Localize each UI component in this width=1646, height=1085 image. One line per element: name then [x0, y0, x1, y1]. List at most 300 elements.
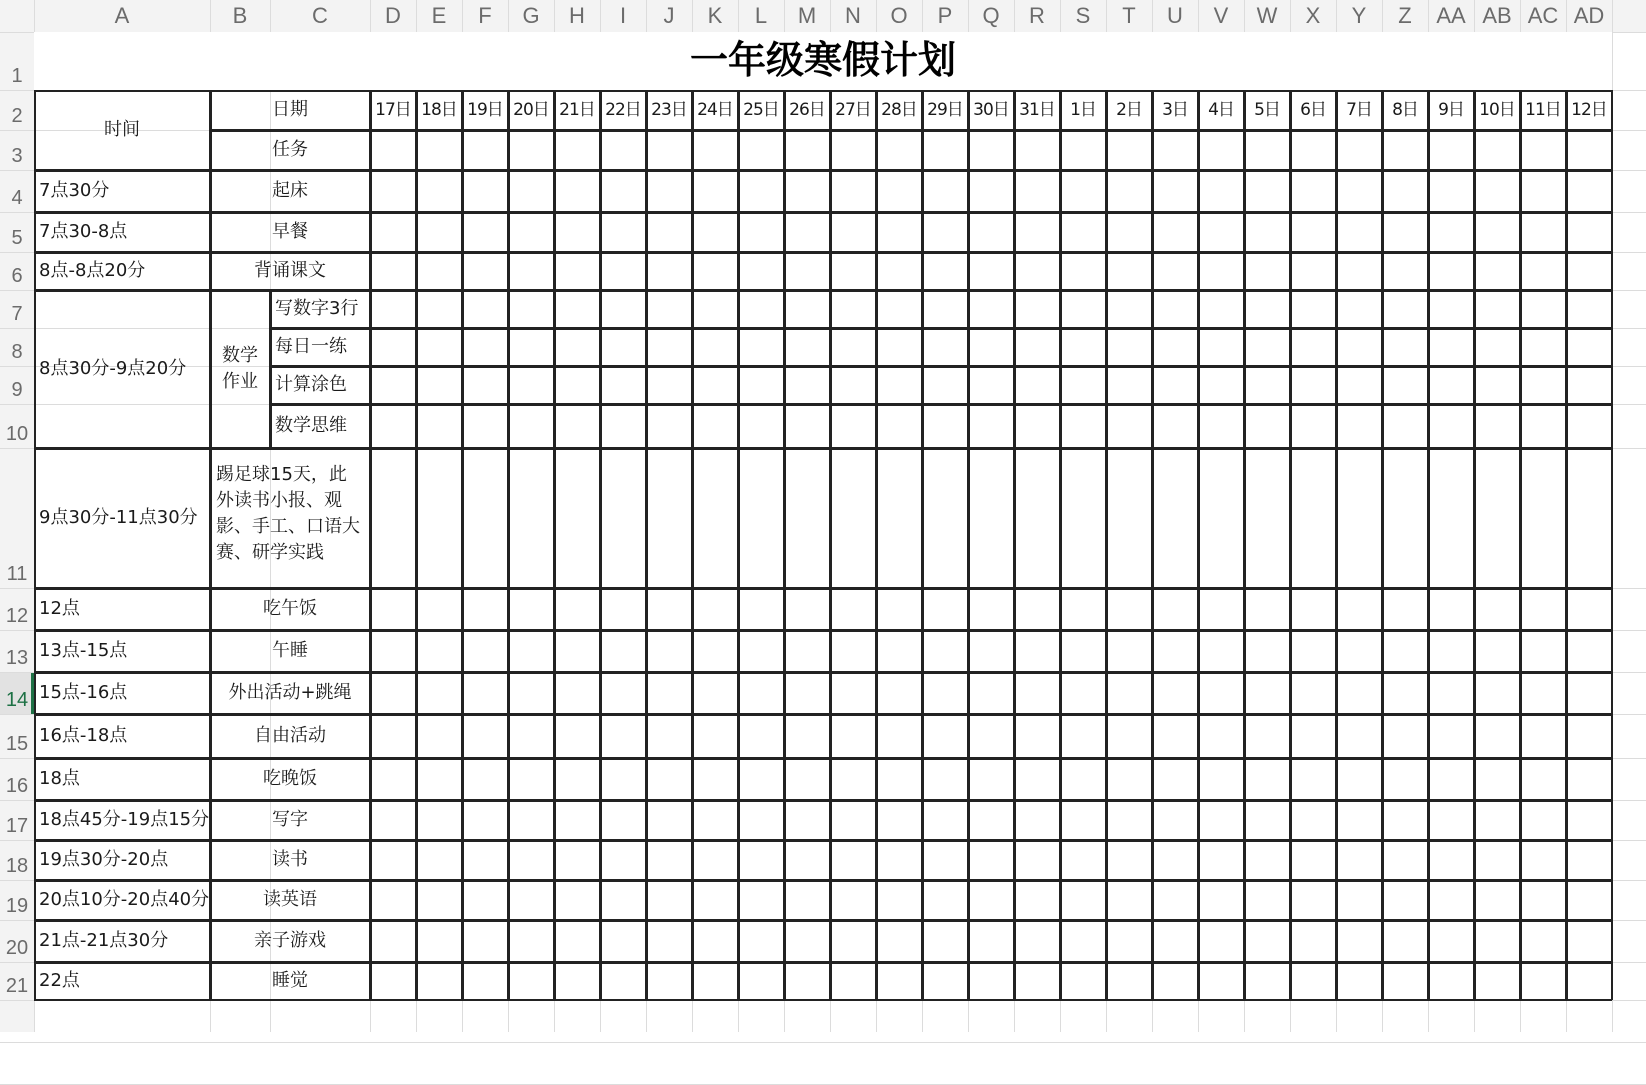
grid-cell[interactable]	[1290, 252, 1336, 290]
grid-cell[interactable]	[416, 920, 462, 962]
grid-cell[interactable]	[1014, 880, 1060, 920]
grid-cell[interactable]	[1566, 800, 1612, 840]
grid-cell[interactable]	[830, 212, 876, 252]
grid-cell[interactable]	[738, 758, 784, 800]
grid-cell[interactable]	[922, 840, 968, 880]
date-cell[interactable]: 5日	[1254, 99, 1280, 120]
grid-cell[interactable]	[1198, 962, 1244, 1000]
grid-cell[interactable]	[1474, 840, 1520, 880]
grid-cell[interactable]	[554, 130, 600, 170]
grid-cell[interactable]	[784, 962, 830, 1000]
grid-cell[interactable]	[462, 404, 508, 448]
schedule-task-cell[interactable]: 早餐	[272, 221, 308, 243]
grid-cell[interactable]	[1244, 962, 1290, 1000]
grid-cell[interactable]	[1566, 630, 1612, 672]
grid-cell[interactable]	[1520, 404, 1566, 448]
grid-cell[interactable]	[830, 962, 876, 1000]
grid-cell[interactable]	[876, 448, 922, 588]
row-header-1[interactable]: 1	[11, 65, 23, 87]
grid-cell[interactable]	[1290, 290, 1336, 328]
grid-cell[interactable]	[1198, 212, 1244, 252]
grid-cell[interactable]	[830, 588, 876, 630]
grid-cell[interactable]	[646, 404, 692, 448]
column-header-i[interactable]: I	[619, 3, 627, 28]
schedule-time-cell[interactable]: 13点-15点	[39, 640, 128, 662]
grid-cell[interactable]	[876, 758, 922, 800]
grid-cell[interactable]	[1198, 880, 1244, 920]
column-header-o[interactable]: O	[890, 3, 908, 28]
grid-cell[interactable]	[600, 630, 646, 672]
grid-cell[interactable]	[692, 252, 738, 290]
grid-cell[interactable]	[922, 404, 968, 448]
grid-cell[interactable]	[1428, 714, 1474, 758]
grid-cell[interactable]	[830, 880, 876, 920]
grid-cell[interactable]	[1198, 630, 1244, 672]
grid-cell[interactable]	[508, 448, 554, 588]
schedule-task-cell[interactable]: 外出活动+跳绳	[228, 682, 352, 704]
grid-cell[interactable]	[554, 170, 600, 212]
grid-cell[interactable]	[738, 800, 784, 840]
grid-cell[interactable]	[416, 366, 462, 404]
grid-cell[interactable]	[554, 962, 600, 1000]
row-header-11[interactable]: 11	[6, 563, 28, 585]
grid-cell[interactable]	[462, 290, 508, 328]
grid-cell[interactable]	[830, 448, 876, 588]
grid-cell[interactable]	[922, 672, 968, 714]
column-header-b[interactable]: B	[232, 3, 248, 28]
grid-cell[interactable]	[784, 714, 830, 758]
grid-cell[interactable]	[1336, 840, 1382, 880]
grid-cell[interactable]	[830, 328, 876, 366]
grid-cell[interactable]	[462, 170, 508, 212]
grid-cell[interactable]	[1244, 840, 1290, 880]
grid-cell[interactable]	[462, 672, 508, 714]
grid-cell[interactable]	[1290, 714, 1336, 758]
grid-cell[interactable]	[1198, 588, 1244, 630]
grid-cell[interactable]	[1106, 170, 1152, 212]
grid-cell[interactable]	[1474, 880, 1520, 920]
grid-cell[interactable]	[1474, 212, 1520, 252]
grid-cell[interactable]	[968, 758, 1014, 800]
task-header-cell[interactable]: 任务	[272, 139, 308, 161]
column-header-z[interactable]: Z	[1398, 3, 1412, 28]
grid-cell[interactable]	[830, 404, 876, 448]
grid-cell[interactable]	[1198, 800, 1244, 840]
grid-cell[interactable]	[1014, 290, 1060, 328]
grid-cell[interactable]	[876, 714, 922, 758]
grid-cell[interactable]	[784, 588, 830, 630]
grid-cell[interactable]	[784, 328, 830, 366]
grid-cell[interactable]	[600, 800, 646, 840]
row-header-4[interactable]: 4	[11, 187, 23, 209]
schedule-task-cell[interactable]: 亲子游戏	[254, 930, 326, 952]
grid-cell[interactable]	[1520, 448, 1566, 588]
grid-cell[interactable]	[1152, 130, 1198, 170]
grid-cell[interactable]	[1336, 880, 1382, 920]
grid-cell[interactable]	[1336, 404, 1382, 448]
grid-cell[interactable]	[1428, 962, 1474, 1000]
grid-cell[interactable]	[600, 714, 646, 758]
column-header-a[interactable]: A	[114, 3, 130, 28]
date-cell[interactable]: 20日	[513, 99, 549, 120]
grid-cell[interactable]	[1106, 404, 1152, 448]
grid-cell[interactable]	[1290, 448, 1336, 588]
column-header-g[interactable]: G	[522, 3, 540, 28]
column-header-p[interactable]: P	[937, 3, 953, 28]
grid-cell[interactable]	[692, 212, 738, 252]
grid-cell[interactable]	[922, 920, 968, 962]
grid-cell[interactable]	[462, 130, 508, 170]
grid-cell[interactable]	[600, 588, 646, 630]
grid-cell[interactable]	[370, 672, 416, 714]
grid-cell[interactable]	[554, 252, 600, 290]
grid-cell[interactable]	[1244, 800, 1290, 840]
grid-cell[interactable]	[968, 328, 1014, 366]
grid-cell[interactable]	[1382, 920, 1428, 962]
grid-cell[interactable]	[692, 800, 738, 840]
grid-cell[interactable]	[692, 328, 738, 366]
column-header-h[interactable]: H	[569, 3, 585, 28]
grid-cell[interactable]	[1474, 714, 1520, 758]
grid-cell[interactable]	[1290, 366, 1336, 404]
schedule-task-cell[interactable]: 吃晚饭	[263, 768, 317, 790]
grid-cell[interactable]	[1336, 366, 1382, 404]
grid-cell[interactable]	[1336, 130, 1382, 170]
grid-cell[interactable]	[416, 714, 462, 758]
grid-cell[interactable]	[1014, 588, 1060, 630]
grid-cell[interactable]	[646, 920, 692, 962]
grid-cell[interactable]	[1428, 800, 1474, 840]
grid-cell[interactable]	[830, 920, 876, 962]
grid-cell[interactable]	[922, 130, 968, 170]
grid-cell[interactable]	[1198, 840, 1244, 880]
grid-cell[interactable]	[1566, 366, 1612, 404]
grid-cell[interactable]	[1014, 714, 1060, 758]
grid-cell[interactable]	[876, 588, 922, 630]
grid-cell[interactable]	[554, 328, 600, 366]
grid-cell[interactable]	[922, 962, 968, 1000]
row-header-6[interactable]: 6	[11, 265, 23, 287]
grid-cell[interactable]	[1382, 588, 1428, 630]
grid-cell[interactable]	[554, 588, 600, 630]
grid-cell[interactable]	[692, 588, 738, 630]
grid-cell[interactable]	[1290, 328, 1336, 366]
schedule-task-cell[interactable]: 午睡	[272, 640, 308, 662]
grid-cell[interactable]	[1060, 448, 1106, 588]
grid-cell[interactable]	[1198, 714, 1244, 758]
grid-cell[interactable]	[876, 672, 922, 714]
grid-cell[interactable]	[968, 290, 1014, 328]
grid-cell[interactable]	[738, 212, 784, 252]
schedule-time-cell[interactable]: 16点-18点	[39, 725, 128, 747]
grid-cell[interactable]	[554, 920, 600, 962]
grid-cell[interactable]	[1428, 880, 1474, 920]
grid-cell[interactable]	[370, 630, 416, 672]
grid-cell[interactable]	[1106, 962, 1152, 1000]
grid-cell[interactable]	[1566, 448, 1612, 588]
grid-cell[interactable]	[876, 328, 922, 366]
grid-cell[interactable]	[1428, 588, 1474, 630]
grid-cell[interactable]	[876, 840, 922, 880]
grid-cell[interactable]	[1336, 290, 1382, 328]
grid-cell[interactable]	[1014, 252, 1060, 290]
column-header-t[interactable]: T	[1122, 3, 1136, 28]
column-header-d[interactable]: D	[385, 3, 401, 28]
grid-cell[interactable]	[416, 252, 462, 290]
grid-cell[interactable]	[1152, 588, 1198, 630]
grid-cell[interactable]	[1014, 448, 1060, 588]
row-header-18[interactable]: 18	[5, 855, 29, 877]
grid-cell[interactable]	[646, 328, 692, 366]
grid-cell[interactable]	[738, 962, 784, 1000]
grid-cell[interactable]	[508, 130, 554, 170]
grid-cell[interactable]	[508, 962, 554, 1000]
row-header-8[interactable]: 8	[11, 341, 23, 363]
grid-cell[interactable]	[738, 366, 784, 404]
grid-cell[interactable]	[1244, 714, 1290, 758]
row-header-17[interactable]: 17	[5, 815, 29, 837]
grid-cell[interactable]	[1566, 328, 1612, 366]
grid-cell[interactable]	[508, 588, 554, 630]
grid-cell[interactable]	[508, 840, 554, 880]
grid-cell[interactable]	[554, 366, 600, 404]
grid-cell[interactable]	[692, 880, 738, 920]
schedule-time-cell[interactable]: 18点	[39, 768, 80, 790]
grid-cell[interactable]	[462, 840, 508, 880]
grid-cell[interactable]	[554, 448, 600, 588]
date-cell[interactable]: 28日	[881, 99, 917, 120]
grid-cell[interactable]	[508, 170, 554, 212]
grid-cell[interactable]	[1290, 962, 1336, 1000]
grid-cell[interactable]	[1336, 170, 1382, 212]
column-header-ad[interactable]: AD	[1573, 3, 1605, 28]
date-cell[interactable]: 6日	[1300, 99, 1326, 120]
grid-cell[interactable]	[1336, 252, 1382, 290]
date-header-cell[interactable]: 日期	[272, 99, 308, 121]
grid-cell[interactable]	[1014, 366, 1060, 404]
grid-cell[interactable]	[784, 448, 830, 588]
grid-cell[interactable]	[1382, 880, 1428, 920]
grid-cell[interactable]	[1520, 880, 1566, 920]
date-cell[interactable]: 11日	[1525, 99, 1561, 120]
grid-cell[interactable]	[646, 962, 692, 1000]
grid-cell[interactable]	[600, 130, 646, 170]
grid-cell[interactable]	[1014, 962, 1060, 1000]
grid-cell[interactable]	[370, 758, 416, 800]
grid-cell[interactable]	[784, 672, 830, 714]
grid-cell[interactable]	[1566, 962, 1612, 1000]
grid-cell[interactable]	[1290, 920, 1336, 962]
grid-cell[interactable]	[1244, 920, 1290, 962]
schedule-time-cell[interactable]: 12点	[39, 598, 80, 620]
grid-cell[interactable]	[1336, 920, 1382, 962]
subtask-cell[interactable]: 数学思维	[275, 415, 347, 437]
grid-cell[interactable]	[830, 366, 876, 404]
grid-cell[interactable]	[968, 920, 1014, 962]
grid-cell[interactable]	[784, 404, 830, 448]
grid-cell[interactable]	[1106, 252, 1152, 290]
grid-cell[interactable]	[968, 212, 1014, 252]
grid-cell[interactable]	[1566, 404, 1612, 448]
grid-cell[interactable]	[508, 212, 554, 252]
grid-cell[interactable]	[1520, 130, 1566, 170]
grid-cell[interactable]	[600, 962, 646, 1000]
grid-cell[interactable]	[370, 920, 416, 962]
grid-cell[interactable]	[1014, 212, 1060, 252]
grid-cell[interactable]	[968, 840, 1014, 880]
grid-cell[interactable]	[1520, 366, 1566, 404]
grid-cell[interactable]	[830, 630, 876, 672]
grid-cell[interactable]	[1244, 588, 1290, 630]
grid-cell[interactable]	[784, 212, 830, 252]
grid-cell[interactable]	[1060, 880, 1106, 920]
grid-cell[interactable]	[554, 630, 600, 672]
grid-cell[interactable]	[1520, 962, 1566, 1000]
schedule-time-cell[interactable]: 7点30-8点	[39, 221, 128, 243]
grid-cell[interactable]	[1198, 170, 1244, 212]
grid-cell[interactable]	[416, 290, 462, 328]
grid-cell[interactable]	[508, 800, 554, 840]
grid-cell[interactable]	[1428, 130, 1474, 170]
grid-cell[interactable]	[462, 630, 508, 672]
grid-cell[interactable]	[922, 170, 968, 212]
grid-cell[interactable]	[1014, 672, 1060, 714]
grid-cell[interactable]	[922, 212, 968, 252]
grid-cell[interactable]	[508, 920, 554, 962]
grid-cell[interactable]	[1152, 800, 1198, 840]
date-cell[interactable]: 23日	[651, 99, 687, 120]
grid-cell[interactable]	[600, 366, 646, 404]
grid-cell[interactable]	[1014, 758, 1060, 800]
grid-cell[interactable]	[1290, 840, 1336, 880]
grid-cell[interactable]	[1014, 840, 1060, 880]
column-header-r[interactable]: R	[1029, 3, 1045, 28]
grid-cell[interactable]	[1566, 170, 1612, 212]
grid-cell[interactable]	[738, 130, 784, 170]
grid-cell[interactable]	[508, 328, 554, 366]
grid-cell[interactable]	[1474, 328, 1520, 366]
row-header-14[interactable]: 14	[0, 672, 34, 714]
grid-cell[interactable]	[646, 130, 692, 170]
grid-cell[interactable]	[1474, 758, 1520, 800]
grid-cell[interactable]	[1382, 672, 1428, 714]
grid-cell[interactable]	[830, 672, 876, 714]
date-cell[interactable]: 8日	[1392, 99, 1418, 120]
grid-cell[interactable]	[1474, 290, 1520, 328]
grid-cell[interactable]	[416, 840, 462, 880]
grid-cell[interactable]	[1244, 328, 1290, 366]
grid-cell[interactable]	[1520, 290, 1566, 328]
date-cell[interactable]: 25日	[743, 99, 779, 120]
column-header-q[interactable]: Q	[982, 3, 1000, 28]
grid-cell[interactable]	[1428, 290, 1474, 328]
grid-cell[interactable]	[1060, 212, 1106, 252]
grid-cell[interactable]	[600, 840, 646, 880]
grid-cell[interactable]	[1244, 630, 1290, 672]
column-header-m[interactable]: M	[797, 3, 817, 28]
schedule-task-cell[interactable]: 读书	[272, 849, 308, 871]
grid-cell[interactable]	[922, 328, 968, 366]
schedule-time-cell[interactable]: 8点30分-9点20分	[39, 358, 187, 380]
grid-cell[interactable]	[1106, 328, 1152, 366]
grid-cell[interactable]	[922, 758, 968, 800]
subtask-cell[interactable]: 每日一练	[275, 336, 347, 358]
grid-cell[interactable]	[1198, 758, 1244, 800]
grid-cell[interactable]	[1060, 840, 1106, 880]
grid-cell[interactable]	[738, 448, 784, 588]
schedule-time-cell[interactable]: 20点10分-20点40分	[39, 889, 210, 911]
grid-cell[interactable]	[1060, 758, 1106, 800]
column-header-s[interactable]: S	[1075, 3, 1091, 28]
grid-cell[interactable]	[1336, 328, 1382, 366]
grid-cell[interactable]	[1428, 630, 1474, 672]
grid-cell[interactable]	[784, 880, 830, 920]
grid-cell[interactable]	[1382, 252, 1428, 290]
grid-cell[interactable]	[1520, 714, 1566, 758]
grid-cell[interactable]	[508, 880, 554, 920]
grid-cell[interactable]	[1198, 290, 1244, 328]
grid-cell[interactable]	[1060, 630, 1106, 672]
grid-cell[interactable]	[1014, 170, 1060, 212]
grid-cell[interactable]	[508, 366, 554, 404]
grid-cell[interactable]	[1152, 366, 1198, 404]
grid-cell[interactable]	[1060, 170, 1106, 212]
grid-cell[interactable]	[1474, 170, 1520, 212]
grid-cell[interactable]	[462, 366, 508, 404]
schedule-time-cell[interactable]: 21点-21点30分	[39, 930, 169, 952]
grid-cell[interactable]	[1290, 130, 1336, 170]
grid-cell[interactable]	[1382, 170, 1428, 212]
grid-cell[interactable]	[462, 714, 508, 758]
grid-cell[interactable]	[1244, 880, 1290, 920]
grid-cell[interactable]	[646, 800, 692, 840]
grid-cell[interactable]	[968, 252, 1014, 290]
grid-cell[interactable]	[600, 252, 646, 290]
grid-cell[interactable]	[692, 366, 738, 404]
grid-cell[interactable]	[600, 448, 646, 588]
grid-cell[interactable]	[600, 170, 646, 212]
grid-cell[interactable]	[370, 366, 416, 404]
grid-cell[interactable]	[554, 672, 600, 714]
grid-cell[interactable]	[830, 714, 876, 758]
grid-cell[interactable]	[1244, 212, 1290, 252]
grid-cell[interactable]	[1244, 758, 1290, 800]
schedule-task-cell[interactable]: 自由活动	[254, 725, 326, 747]
grid-cell[interactable]	[784, 252, 830, 290]
grid-cell[interactable]	[370, 404, 416, 448]
date-cell[interactable]: 12日	[1571, 99, 1607, 120]
grid-cell[interactable]	[692, 290, 738, 328]
grid-cell[interactable]	[1106, 714, 1152, 758]
grid-cell[interactable]	[508, 252, 554, 290]
grid-cell[interactable]	[1382, 962, 1428, 1000]
grid-cell[interactable]	[508, 714, 554, 758]
grid-cell[interactable]	[784, 130, 830, 170]
grid-cell[interactable]	[830, 252, 876, 290]
grid-cell[interactable]	[1060, 714, 1106, 758]
grid-cell[interactable]	[646, 714, 692, 758]
grid-cell[interactable]	[462, 962, 508, 1000]
grid-cell[interactable]	[370, 714, 416, 758]
grid-cell[interactable]	[1566, 290, 1612, 328]
grid-cell[interactable]	[1566, 252, 1612, 290]
grid-cell[interactable]	[1060, 290, 1106, 328]
grid-cell[interactable]	[1428, 328, 1474, 366]
grid-cell[interactable]	[554, 758, 600, 800]
grid-cell[interactable]	[968, 170, 1014, 212]
grid-cell[interactable]	[738, 920, 784, 962]
grid-cell[interactable]	[1198, 404, 1244, 448]
